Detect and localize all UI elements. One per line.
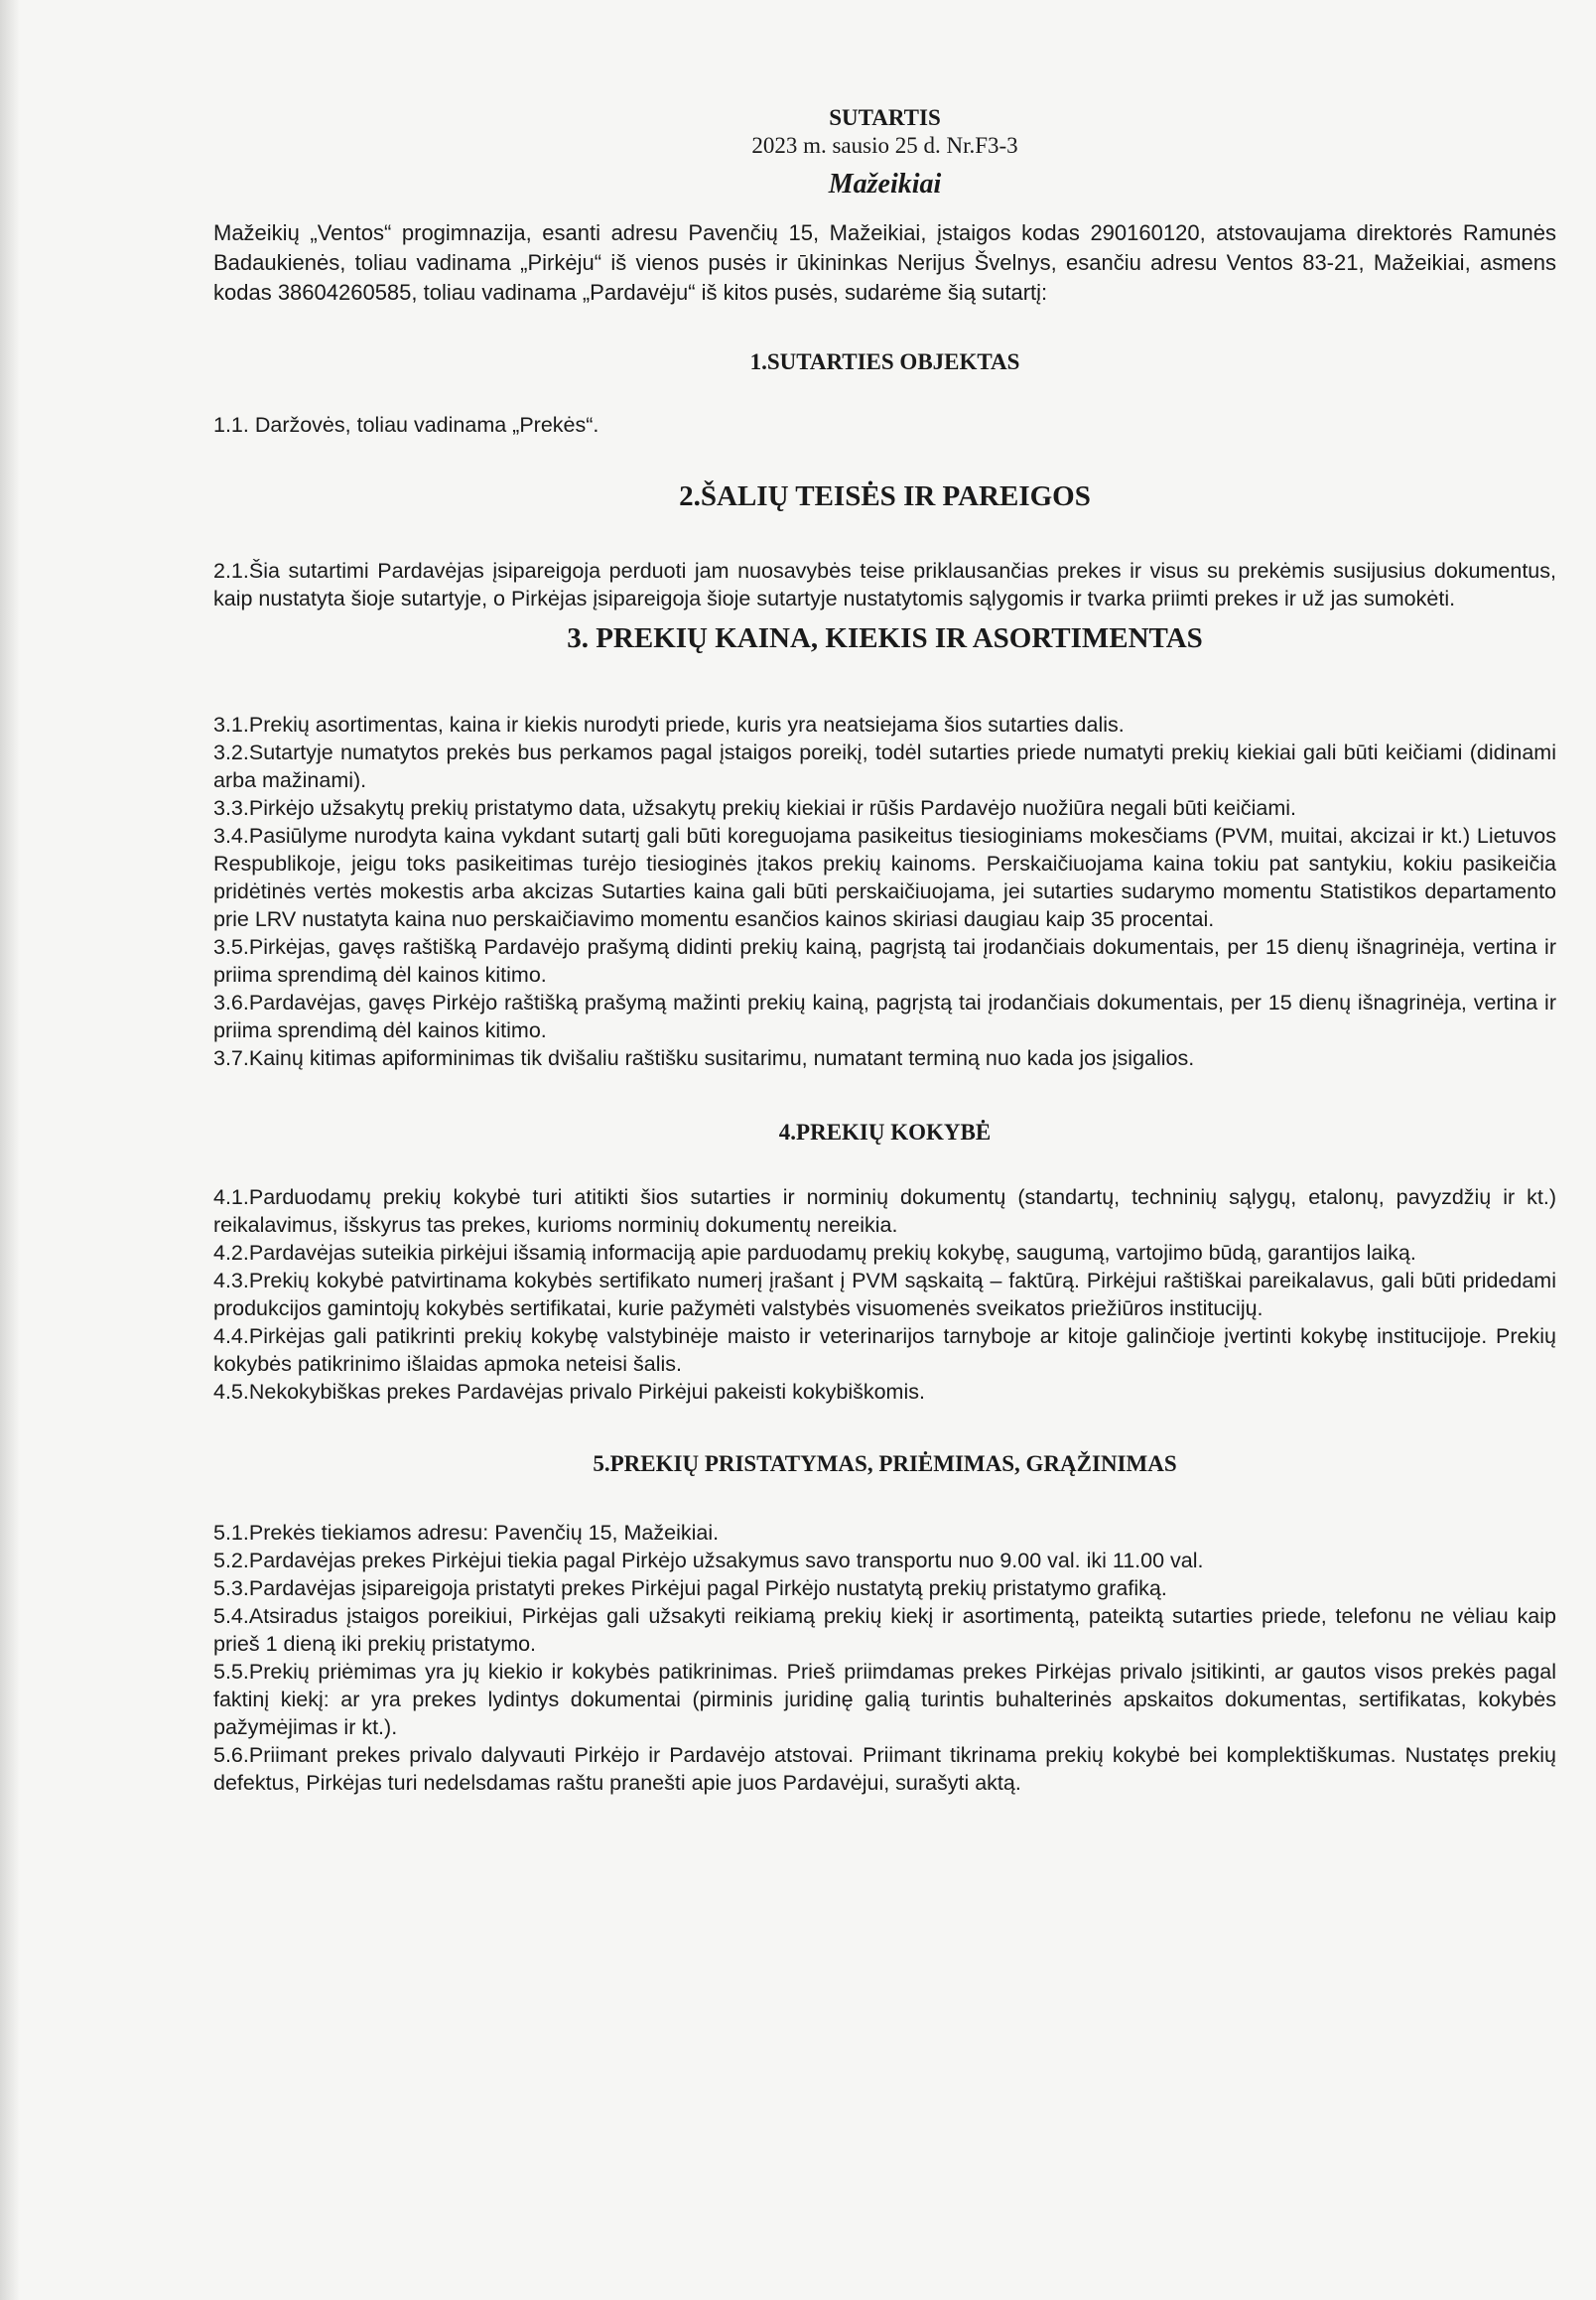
document-title: SUTARTIS bbox=[829, 105, 941, 130]
section-5-title: 5.PREKIŲ PRISTATYMAS, PRIĖMIMAS, GRĄŽINIMAS bbox=[593, 1451, 1177, 1476]
document-city: Mažeikiai bbox=[828, 169, 942, 200]
clause-5-3: 5.3.Pardavėjas įsipareigoja pristatyti prekes Pirkėjui pagal Pirkėjo nustatytą prekių pristatymo grafiką. bbox=[213, 1576, 1167, 1600]
clause-4-5: 4.5.Nekokybiškas prekes Pardavėjas privalo Pirkėjui pakeisti kokybiškomis. bbox=[213, 1380, 925, 1404]
clause-5-5: 5.5.Prekių priėmimas yra jų kiekio ir kokybės patikrinimas. Prieš priimdamas prekes Pirkėjas privalo įsitikinti, ar gautos visos prekės pagal faktinį kiekį: ar yra prekes lydintys dokumentai (pirminis juridinę galią turintis buhalterinės apskaitos dokumentas, sertifikatas, kokybės pažymėjimas ir kt.). bbox=[213, 1660, 1556, 1739]
clause-5-4: 5.4.Atsiradus įstaigos poreikiui, Pirkėjas gali užsakyti reikiamą prekių kiekį ir asortimentą, pateiktą sutarties priede, telefonu ne vėliau kaip prieš 1 dieną iki prekių pristatymo. bbox=[213, 1604, 1556, 1656]
clause-5-2: 5.2.Pardavėjas prekes Pirkėjui tiekia pagal Pirkėjo užsakymus savo transportu nuo 9.00 val. iki 11.00 val. bbox=[213, 1549, 1204, 1572]
clause-5-6: 5.6.Priimant prekes privalo dalyvauti Pirkėjo ir Pardavėjo atstovai. Priimant tikrinama prekių kokybė bei komplektiškumas. Nustatęs prekių defektus, Pirkėjas turi nedelsdamas raštu pranešti apie juos Pardavėjui, surašyti aktą. bbox=[213, 1743, 1556, 1795]
clause-4-2: 4.2.Pardavėjas suteikia pirkėjui išsamią informaciją apie parduodamų prekių kokybę, saugumą, vartojimo būdą, garantijos laiką. bbox=[213, 1241, 1416, 1265]
section-5-clauses bbox=[213, 1519, 1556, 1797]
clause-3-2: 3.2.Sutartyje numatytos prekės bus perkamos pagal įstaigos poreikį, todėl sutarties priede numatyti prekių kiekiai gali būti keičiami (didinami arba mažinami). bbox=[213, 741, 1556, 792]
clause-3-1: 3.1.Prekių asortimentas, kaina ir kiekis nurodyti priede, kuris yra neatsiejama šios sutarties dalis. bbox=[213, 713, 1125, 737]
section-3-title: 3. PREKIŲ KAINA, KIEKIS IR ASORTIMENTAS bbox=[567, 622, 1203, 654]
intro-paragraph: Mažeikių „Ventos“ progimnazija, esanti adresu Pavenčių 15, Mažeikiai, įstaigos kodas 290160120, atstovaujama direktorės Ramunės Badaukienės, toliau vadinama „Pirkėju“ iš vienos pusės ir ūkininkas Nerijus Švelnys, esančiu adresu Ventos 83-21, Mažeikiai, asmens kodas 38604260585, toliau vadinama „Pardavėju“ iš kitos pusės, sudarėme šią sutartį: bbox=[213, 220, 1556, 305]
section-1-title: 1.SUTARTIES OBJEKTAS bbox=[749, 349, 1020, 374]
section-4-title: 4.PREKIŲ KOKYBĖ bbox=[778, 1120, 992, 1145]
document-date: 2023 m. sausio 25 d. Nr.F3-3 bbox=[751, 133, 1018, 158]
clause-4-4: 4.4.Pirkėjas gali patikrinti prekių kokybę valstybinėje maisto ir veterinarijos tarnyboje ar kitoje galinčioje įvertinti kokybę institucijoje. Prekių kokybės patikrinimo išlaidas apmoka neteisi šalis. bbox=[213, 1324, 1556, 1376]
clause-3-6: 3.6.Pardavėjas, gavęs Pirkėjo raštišką prašymą mažinti prekių kainą, pagrįstą tai įrodančiais dokumentais, per 15 dienų išnagrinėja, vertina ir priima sprendimą dėl kainos kitimo. bbox=[213, 991, 1556, 1042]
clause-4-1: 4.1.Parduodamų prekių kokybė turi atitikti šios sutarties ir norminių dokumentų (standartų, techninių sąlygų, etalonų, pavyzdžių ir kt.) reikalavimus, išskyrus tas prekes, kurioms norminių dokumentų nereikia. bbox=[213, 1185, 1556, 1237]
clause-3-7: 3.7.Kainų kitimas apiforminimas tik dvišaliu raštišku susitarimu, numatant terminą nuo kada jos įsigalios. bbox=[213, 1046, 1195, 1070]
clause-5-1: 5.1.Prekės tiekiamos adresu: Pavenčių 15, Mažeikiai. bbox=[213, 1521, 720, 1545]
section-3-clauses bbox=[213, 711, 1556, 1072]
section-2-title: 2.ŠALIŲ TEISĖS IR PAREIGOS bbox=[679, 480, 1091, 512]
clause-3-3: 3.3.Pirkėjo užsakytų prekių pristatymo data, užsakytų prekių kiekiai ir rūšis Pardavėjo nuožiūra negali būti keičiami. bbox=[213, 796, 1297, 820]
clause-2-1: 2.1.Šia sutartimi Pardavėjas įsipareigoja perduoti jam nuosavybės teise priklausančias prekes ir visus su prekėmis susijusius dokumentus, kaip nustatyta šioje sutartyje, o Pirkėjas įsipareigoja šioje sutartyje nustatytomis sąlygomis ir tvarka priimti prekes ir už jas sumokėti. bbox=[213, 559, 1556, 610]
section-4-clauses bbox=[213, 1183, 1556, 1406]
clause-3-5: 3.5.Pirkėjas, gavęs raštišką Pardavėjo prašymą didinti prekių kainą, pagrįstą tai įrodančiais dokumentais, per 15 dienų išnagrinėja, vertina ir priima sprendimą dėl kainos kitimo. bbox=[213, 935, 1556, 987]
clause-4-3: 4.3.Prekių kokybė patvirtinama kokybės sertifikato numerį įrašant į PVM sąskaitą – faktūrą. Pirkėjui raštiškai pareikalavus, gali būti pridedami produkcijos gamintojų kokybės sertifikatai, kurie pažymėti valstybės visuomenės sveikatos priežiūros institucijų. bbox=[213, 1269, 1556, 1320]
clause-1-1: 1.1. Daržovės, toliau vadinama „Prekės“. bbox=[213, 413, 599, 437]
clause-3-4: 3.4.Pasiūlyme nurodyta kaina vykdant sutartį gali būti koreguojama pasikeitus tiesioginiams mokesčiams (PVM, muitai, akcizai ir kt.) Lietuvos Respublikoje, jeigu toks pasikeitimas turėjo tiesioginės įtakos prekių kainoms. Perskaičiuojama kaina tokiu pat santykiu, kokiu pasikeičia pridėtinės vertės mokestis arba akcizas Sutarties kaina gali būti perskaičiuojama, jei sutarties sudarymo momentu Statistikos departamento prie LRV nustatyta kaina nuo perskaičiavimo momentu esančios kainos skiriasi daugiau kaip 35 procentai. bbox=[213, 824, 1556, 931]
